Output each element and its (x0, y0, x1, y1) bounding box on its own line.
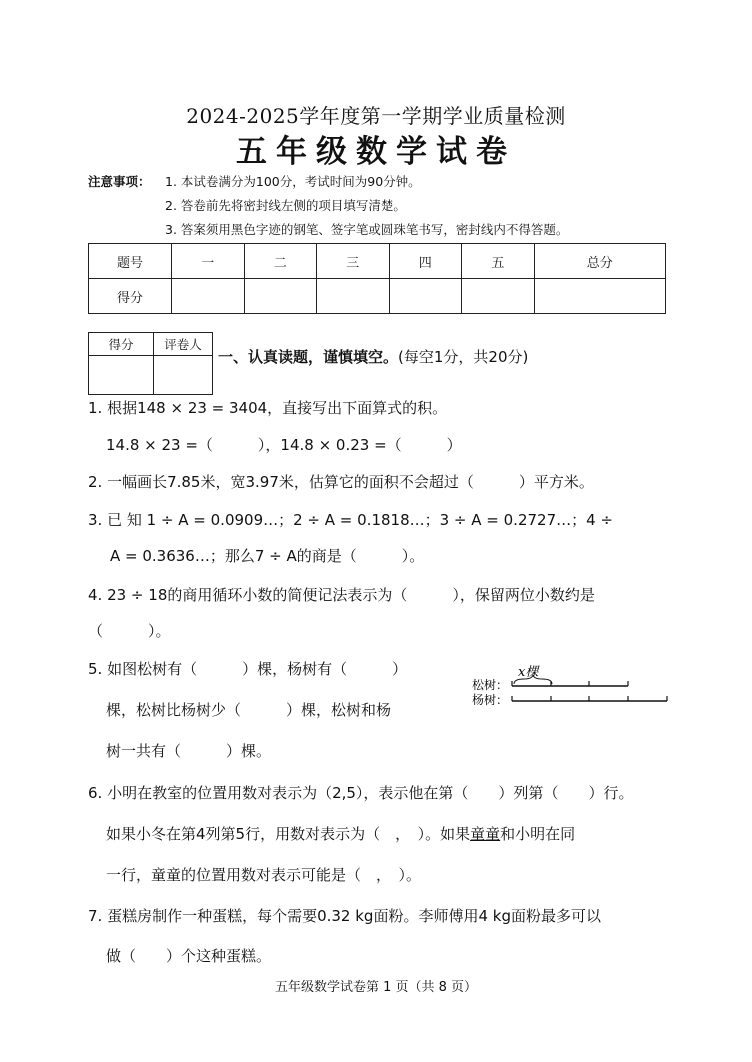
grader-name-label: 评卷人 (154, 333, 213, 356)
question-6-line-3: 一行，童童的位置用数对表示可能是（ ， ）。 (106, 866, 422, 884)
tree-count-diagram (472, 662, 672, 712)
notice-item-3: 3. 答案须用黑色字迹的钢笔、签字笔或圆珠笔书写，密封线内不得答题。 (165, 222, 569, 237)
question-5-line-2: 棵，松树比杨树少（ ）棵，松树和杨 (106, 701, 392, 719)
question-6-line-1: 6. 小明在教室的位置用数对表示为（2,5），表示他在第（ ）列第（ ）行。 (88, 784, 634, 802)
score-cell (462, 279, 535, 314)
question-7-line-2: 做（ ）个这种蛋糕。 (106, 947, 272, 965)
grader-name-cell (154, 356, 213, 395)
question-3-line-1: 3. 已 知 1 ÷ A = 0.0909…；2 ÷ A = 0.1818…；3 ÷ A = 0.2727…；4 ÷ (88, 511, 613, 529)
score-header-cell: 题号 (89, 244, 172, 279)
question-4-line-1: 4. 23 ÷ 18的商用循环小数的简便记法表示为（ ），保留两位小数约是 (88, 586, 595, 604)
score-table (88, 243, 666, 314)
question-5-line-3: 树一共有（ ）棵。 (106, 742, 272, 760)
brace-label: x棵 (518, 665, 539, 680)
question-1-line-1: 1. 根据148 × 23 = 3404，直接写出下面算式的积。 (88, 399, 448, 417)
score-header-cell: 总分 (534, 244, 665, 279)
pine-label: 松树： (472, 678, 509, 692)
question-3-line-2: A = 0.3636…；那么7 ÷ A的商是（ ）。 (110, 547, 425, 565)
score-cell (172, 279, 245, 314)
exam-title: 五年级数学试卷 (236, 134, 516, 170)
notice-item-2: 2. 答卷前先将密封线左侧的项目填写清楚。 (165, 198, 406, 213)
score-cell (389, 279, 462, 314)
question-4-line-2: （ ）。 (88, 622, 171, 640)
poplar-label: 杨树： (472, 693, 509, 707)
score-row-label: 得分 (89, 279, 172, 314)
section-1-heading (218, 346, 528, 367)
grader-table (88, 332, 213, 395)
tree-segment-figure (472, 662, 672, 712)
question-2: 2. 一幅画长7.85米，宽3.97米，估算它的面积不会超过（ ）平方米。 (88, 473, 594, 491)
section-1-note: (每空1分，共20分) (398, 348, 529, 366)
score-header-cell: 五 (462, 244, 535, 279)
grader-score-cell (89, 356, 154, 395)
score-table-header-row (89, 244, 666, 279)
score-cell (534, 279, 665, 314)
question-5-line-1: 5. 如图松树有（ ）棵，杨树有（ ） (88, 660, 408, 678)
score-header-cell: 三 (317, 244, 390, 279)
grader-score-label: 得分 (89, 333, 154, 356)
score-header-cell: 二 (244, 244, 317, 279)
question-6-line-2-part-1: 如果小冬在第4列第5行，用数对表示为（ ， ）。如果 (106, 825, 471, 843)
score-header-cell: 一 (172, 244, 245, 279)
page-footer: 五年级数学试卷第 1 页（共 8 页） (274, 980, 478, 995)
question-6-line-2-part-2: 和小明在同 (500, 825, 576, 843)
question-6-line-2 (106, 823, 575, 844)
score-table-score-row (89, 279, 666, 314)
score-cell (244, 279, 317, 314)
section-1-title: 一、认真读题，谨慎填空。 (218, 348, 399, 366)
question-7-line-1: 7. 蛋糕房制作一种蛋糕，每个需要0.32 kg面粉。李师傅用4 kg面粉最多可以 (88, 907, 601, 925)
notice-item-1: 1. 本试卷满分为100分，考试时间为90分钟。 (165, 174, 421, 189)
question-6-underlined-name: 童童 (470, 825, 501, 843)
question-1-line-2: 14.8 × 23 =（ ），14.8 × 0.23 =（ ） (106, 436, 462, 454)
exam-header-line: 2024-2025学年度第一学期学业质量检测 (186, 104, 566, 128)
score-cell (317, 279, 390, 314)
score-header-cell: 四 (389, 244, 462, 279)
notice-label: 注意事项： (88, 174, 151, 189)
